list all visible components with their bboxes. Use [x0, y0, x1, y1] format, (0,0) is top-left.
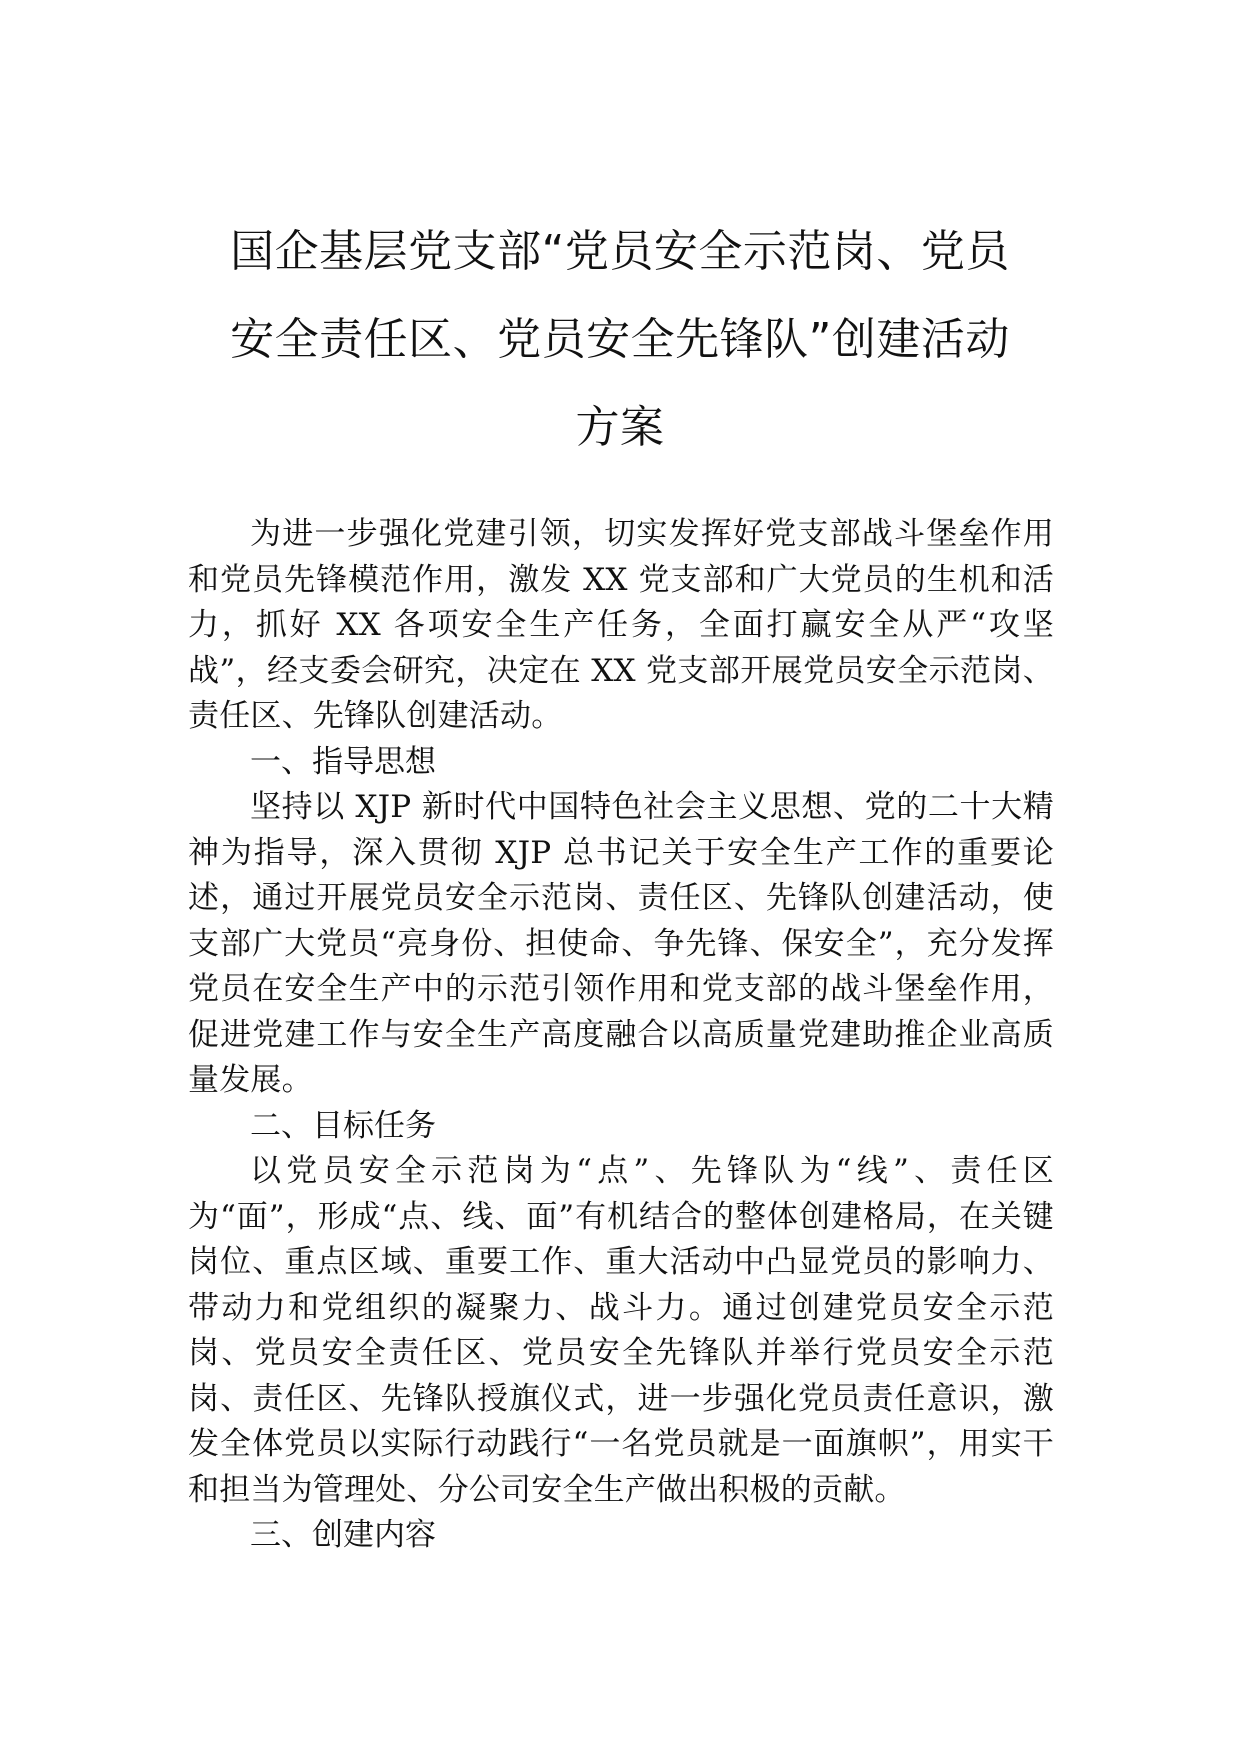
- title-line: 方案: [575, 402, 665, 453]
- document-body: [188, 512, 1054, 1559]
- section-heading-guiding-ideology: 一、指导思想: [250, 743, 436, 780]
- section-paragraph-guiding-ideology: 坚持以 XJP 新时代中国特色社会主义思想、党的二十大精神为指导，深入贯彻 XJP 总书记关于安全生产工作的重要论述，通过开展党员安全示范岗、责任区、先锋队创建活动，使支部广大党员“亮身份、担使命、争先锋、保安全”，充分发挥党员在安全生产中的示范引领作用和党支部的战斗堡垒作用，促进党建工作与安全生产高度融合以高质量党建助推企业高质量发展。: [188, 789, 1054, 1098]
- section-heading-creation-content: 三、创建内容: [250, 1517, 436, 1553]
- title-line: 国企基层党支部“党员安全示范岗、党员: [230, 226, 1010, 277]
- section-paragraph-goals-tasks: 以党员安全示范岗为“点”、先锋队为“线”、责任区为“面”，形成“点、线、面”有机结合的整体创建格局，在关键岗位、重点区域、重要工作、重大活动中凸显党员的影响力、带动力和党组织的凝聚力、战斗力。通过创建党员安全示范岗、党员安全责任区、党员安全先锋队并举行党员安全示范岗、责任区、先锋队授旗仪式，进一步强化党员责任意识，激发全体党员以实际行动践行“一名党员就是一面旗帜”，用实干和担当为管理处、分公司安全生产做出积极的贡献。: [188, 1153, 1054, 1508]
- document-title: [190, 208, 1050, 472]
- intro-paragraph: 为进一步强化党建引领，切实发挥好党支部战斗堡垒作用和党员先锋模范作用，激发 XX 党支部和广大党员的生机和活力，抓好 XX 各项安全生产任务，全面打赢安全从严“攻坚战”，经支委会研究，决定在 XX 党支部开展党员安全示范岗、责任区、先锋队创建活动。: [188, 516, 1054, 734]
- section-heading-goals-tasks: 二、目标任务: [250, 1107, 436, 1144]
- title-line: 安全责任区、党员安全先锋队”创建活动: [230, 314, 1010, 365]
